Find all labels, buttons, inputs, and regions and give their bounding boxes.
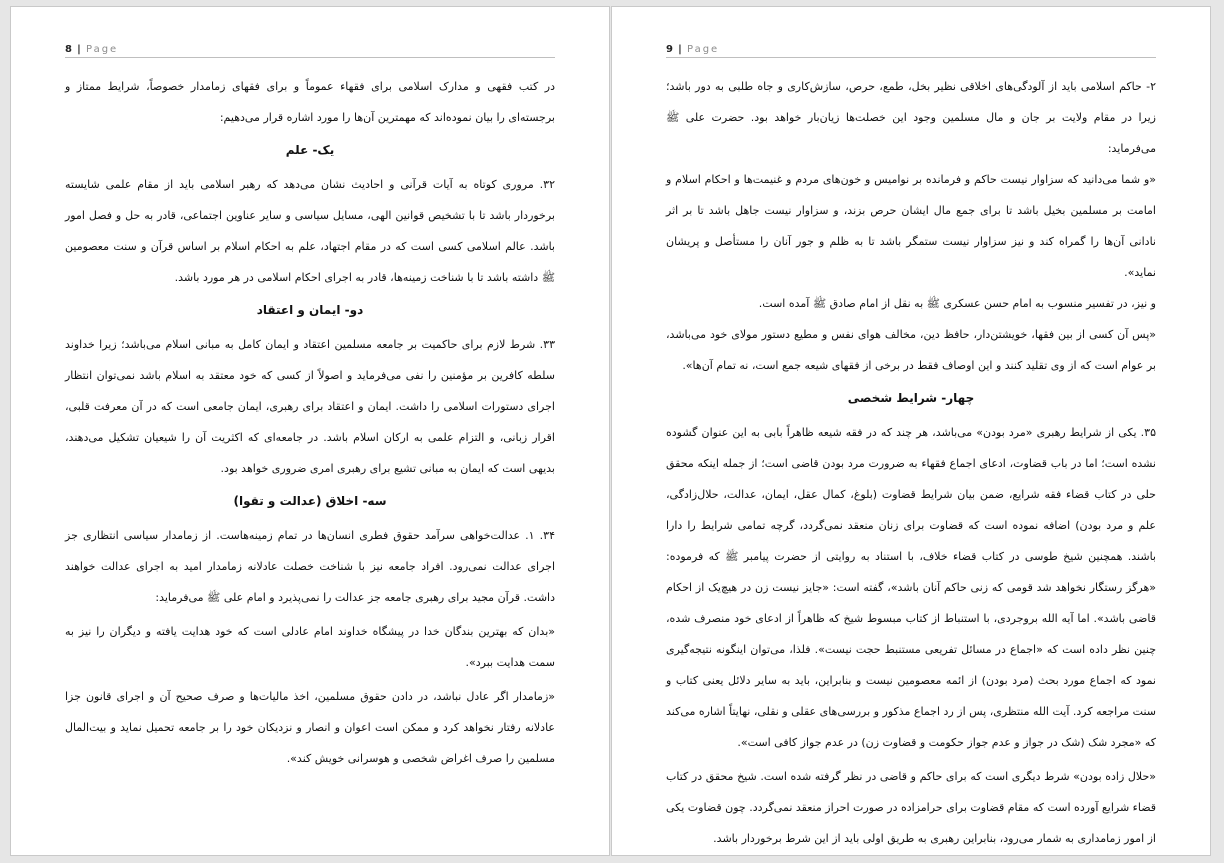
paragraph: ۲- حاکم اسلامی باید از آلودگی‌های اخلاقی نظیر بخل، طمع، حرص، سازش‌کاری و جاه طلبی به دور باشد؛ زیرا در مقام ولایت بر جان و مال مسلمین وجود این خصلت‌ها زیان‌بار خواهد بود. حضرت علی ﷺ می‌فرماید: xyxy=(666,80,1156,155)
page-body xyxy=(666,71,1156,854)
page-label: Page xyxy=(86,44,119,55)
paragraph: ۳۴. ۱. عدالت‌خواهی سرآمد حقوق فطری انسان‌ها در تمام زمینه‌هاست. از زمامدار سیاسی انتظاری جز اجرای عدالت نمی‌رود. افراد جامعه نیز با شناخت خصلت عادلانه زمامدار امید به اجرای عدالت خواهند داشت. قرآن مجید برای رهبری جامعه جز عدالت را نمی‌پذیرد و امام علی ﷺ می‌فرماید: xyxy=(65,529,555,604)
paragraph: «حلال زاده بودن» شرط دیگری است که برای حاکم و قاضی در نظر گرفته شده است. شیخ محقق در کتاب قضاء شرایع آورده است که مقام قضاوت برای حرامزاده در صورت احراز منعقد نمی‌گردد. چون قضاوت یکی از امور زمامداری به شمار می‌رود، بنابراین رهبری به طریق اولی باید از این شرط برخوردار باشد. xyxy=(666,770,1156,845)
section-heading: سه- اخلاق (عدالت و تقوا) xyxy=(233,494,387,508)
document-page-8 xyxy=(11,7,609,855)
paragraph: ۳۵. یکی از شرایط رهبری «مرد بودن» می‌باشد، هر چند که در فقه شیعه ظاهراً بابی به این عنوان گشوده نشده است؛ اما در باب قضاوت، ادعای اجماع فقهاء به ضرورت مرد بودن قاضی است؛ از جمله اینکه محقق حلی در کتاب قضاء فقه شرایع، ضمن بیان شرایط قضاوت (بلوغ، کمال عقل، ایمان، عدالت، حلال‌زادگی، علم و مرد بودن) اضافه نموده است که قضاوت برای زنان منعقد نمی‌گردد، گرچه تمامی شرایط را دارا باشند. همچنین شیخ طوسی در کتاب قضاء خلاف، با استناد به روایتی از حضرت پیامبر ﷺ که فرموده: «هرگز رستگار نخواهد شد قومی که زنی حاکم آنان باشد»، گفته است: «جایز نیست زن در هیچ‌یک از احکام قاضی باشد». اما آیه الله بروجردی، با استنباط از کتاب مبسوط شیخ که ظاهراً از ادعای خود منصرف شده، چنین نظر داده است که «اجماع در مسائل تفریعی مستنبط حجت نیست». فلذا، می‌توان اینگونه نتیجه‌گیری نمود که اجماع مورد بحث (مرد بودن) از ائمه معصومین نیست و بنابراین، باید به سایر دلائل یعنی کتاب و سنت مراجعه کرد. آیت الله منتظری، پس از رد اجماع مذکور و بررسی‌های عقلی و نقلی، نهایتاً اشاره می‌کند که «مجرد شک (شک در جواز و عدم جواز حکومت و قضاوت زن) در عدم جواز کافی است». xyxy=(666,426,1156,749)
section-heading: دو- ایمان و اعتقاد xyxy=(256,303,364,317)
document-page-9 xyxy=(612,7,1210,855)
paragraph: و نیز، در تفسیر منسوب به امام حسن عسکری ﷺ به نقل از امام صادق ﷺ آمده است. xyxy=(758,297,1156,310)
page-label: Page xyxy=(687,44,720,55)
paragraph: ۳۳. شرط لازم برای حاکمیت بر جامعه مسلمین اعتقاد و ایمان کامل به مبانی اسلام می‌باشد؛ زیرا خداوند سلطه کافرین بر مؤمنین را نفی می‌فرماید و اصولاً از کسی که خود معتقد به اسلام باشد نمی‌توان انتظار اجرای دستورات اسلامی را داشت. ایمان و اعتقاد برای رهبری، ایمان جامعی است که در آن معرفت قلبی، اقرار زبانی، و التزام علمی به ارکان اسلام باشد. در جامعه‌ای که اکثریت آن را شیعیان تشکیل می‌دهند، بدیهی است که ایمان به مبانی تشیع برای رهبری امری ضروری خواهد بود. xyxy=(65,338,555,475)
quote-paragraph: «زمامدار اگر عادل نباشد، در دادن حقوق مسلمین، اخذ مالیات‌ها و صرف صحیح آن و اجرای قانون جزا عادلانه رفتار نخواهد کرد و ممکن است اعوان و انصار و نزدیکان خود را بر جامعه تحمیل نماید و بیت‌المال مسلمین را صرف اغراض شخصی و هوسرانی خویش کند». xyxy=(65,690,555,765)
quote-paragraph: «پس آن کسی از بین فقها، خویشتن‌دار، حافظ دین، مخالف هوای نفس و مطیع دستور مولای خود می‌باشد، بر عوام است که از وی تقلید کنند و این اوصاف فقط در برخی از فقهای شیعه جمع است، نه تمام آن‌ها». xyxy=(666,328,1156,372)
section-heading: چهار- شرایط شخصی xyxy=(847,391,975,405)
page-number: 8 xyxy=(65,44,72,55)
page-separator: | xyxy=(678,44,682,55)
page-header xyxy=(666,43,1156,58)
quote-paragraph: «بدان که بهترین بندگان خدا در پیشگاه خداوند امام عادلی است که خود هدایت یافته و دیگران را نیز به سمت هدایت ببرد». xyxy=(65,625,555,669)
page-separator: | xyxy=(77,44,81,55)
paragraph: ۳۲. مروری کوتاه به آیات قرآنی و احادیث نشان می‌دهد که رهبر اسلامی باید از مقام علمی شایسته برخوردار باشد تا با تشخیص قوانین الهی، مسایل سیاسی و سایر عناوین اجتماعی، قادر به حل و فصل امور باشد. عالم اسلامی کسی است که در مقام اجتهاد، علم به احکام اسلام بر اساس قرآن و سنت معصومین ﷺ داشته باشد تا با شناخت زمینه‌ها، قادر به اجرای احکام اسلامی در هر مورد باشد. xyxy=(65,178,555,284)
section-heading: یک- علم xyxy=(285,143,335,157)
page-number: 9 xyxy=(666,44,673,55)
paragraph: در کتب فقهی و مدارک اسلامی برای فقهاء عموماً و برای فقهای زمامدار خصوصاً، شرایط ممتاز و برجسته‌ای را بیان نموده‌اند که مهمترین آن‌ها را مورد اشاره قرار می‌دهیم: xyxy=(65,80,555,124)
page-body xyxy=(65,71,555,774)
quote-paragraph: «و شما می‌دانید که سزاوار نیست حاکم و فرمانده بر نوامیس و خون‌های مردم و غنیمت‌ها و احکام اسلام و امامت بر مسلمین بخیل باشد تا برای جمع مال ایشان حرص بزند، و سزاوار نیست جاهل باشد تا بر اثر نادانی آن‌ها را گمراه کند و نیز سزاوار نیست ستمگر باشد تا به ظلم و جور آنان را مستأصل و پریشان نماید». xyxy=(666,173,1156,279)
page-header xyxy=(65,43,555,58)
